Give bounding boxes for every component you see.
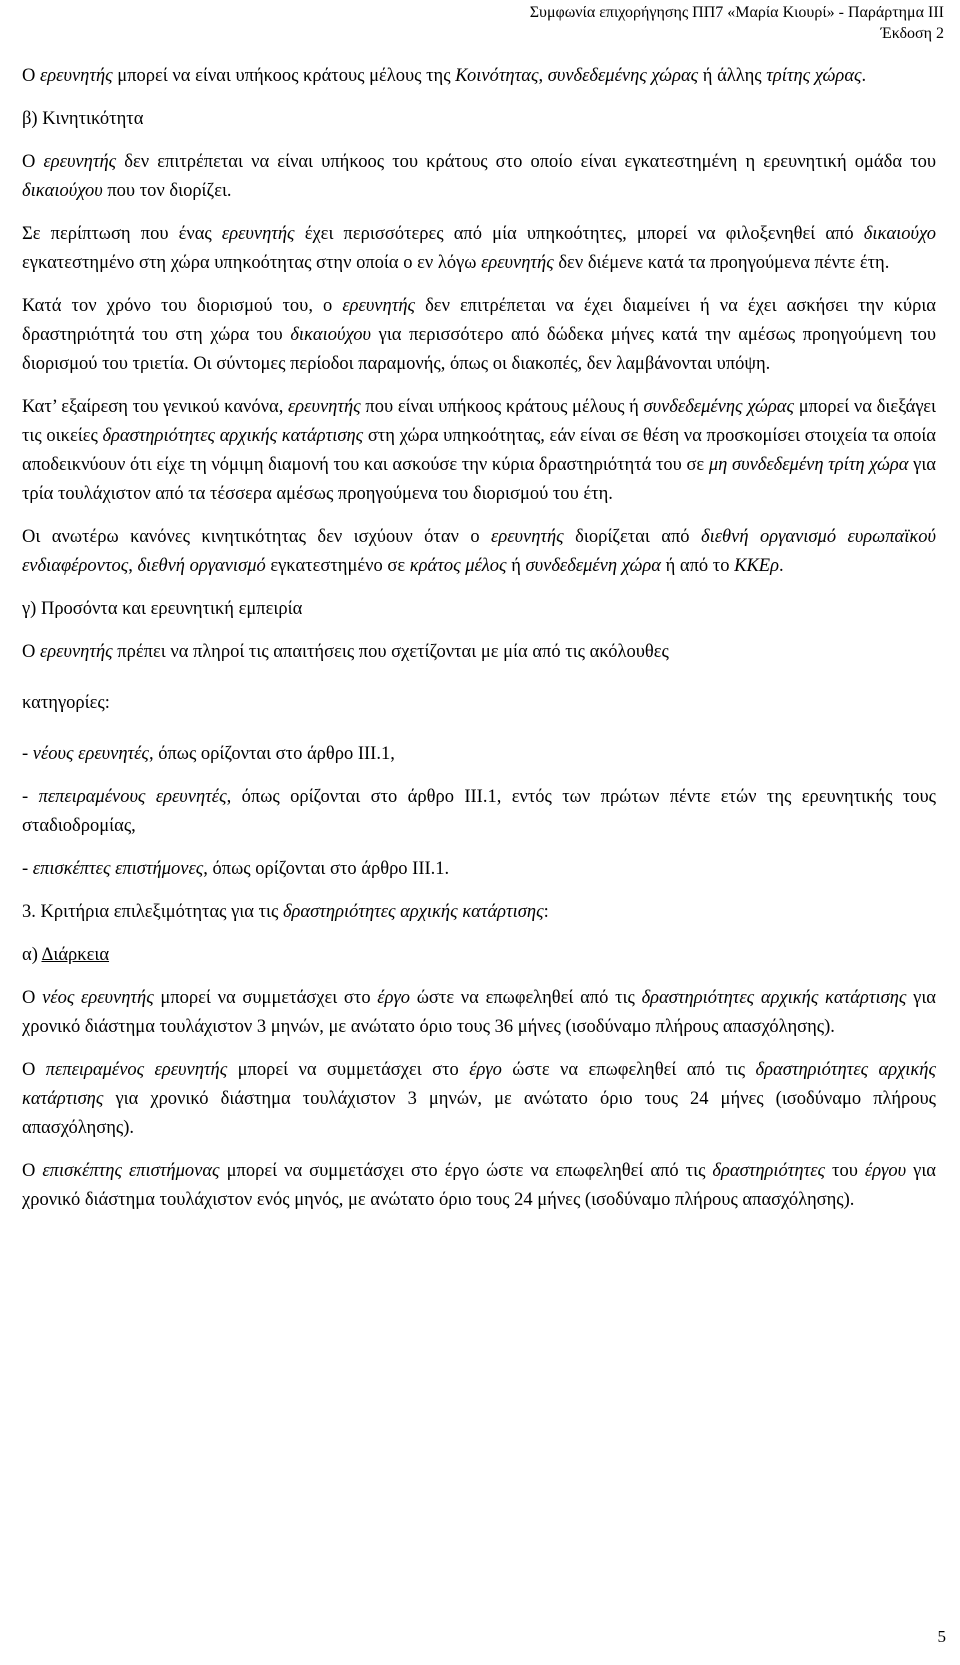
text-run: - bbox=[22, 859, 33, 879]
page-number: 5 bbox=[937, 1627, 946, 1646]
italic-term: πεπειραμένους ερευνητές bbox=[38, 787, 227, 807]
text-run: πρέπει να πληροί τις απαιτήσεις που σχετίζονται με μία από τις ακόλουθες bbox=[112, 642, 669, 662]
paragraph bbox=[22, 220, 936, 278]
header-version: Έκδοση 2 bbox=[880, 25, 944, 42]
italic-term: δικαιούχου bbox=[290, 325, 372, 345]
text-run: , όπως ορίζονται στο άρθρο III.1. bbox=[203, 859, 450, 879]
italic-term: δραστηριότητες αρχικής κατάρτισης bbox=[102, 426, 364, 446]
text-run: Κατ’ εξαίρεση του γενικού κανόνα, bbox=[22, 397, 289, 417]
paragraph bbox=[22, 638, 936, 667]
italic-term: ερευνητής bbox=[288, 397, 361, 417]
paragraph bbox=[22, 855, 936, 884]
paragraph bbox=[22, 898, 936, 927]
text-run: μπορεί να συμμετάσχει στο έργο ώστε να επωφεληθεί από τις bbox=[219, 1161, 713, 1181]
italic-term: μη συνδεδεμένη τρίτη χώρα bbox=[708, 455, 909, 475]
paragraph bbox=[22, 740, 936, 769]
italic-term: ερευνητής bbox=[491, 527, 564, 547]
document-header bbox=[224, 2, 944, 44]
text-run: Ο bbox=[22, 152, 44, 172]
text-run: για τρία τουλάχιστον από τα τέσσερα αμέσως προηγούμενα του διορισμού του έτη. bbox=[22, 455, 936, 504]
italic-term: ερευνητής bbox=[481, 253, 554, 273]
text-run: μπορεί να συμμετάσχει στο bbox=[227, 1060, 470, 1080]
text-run: , bbox=[128, 556, 138, 576]
paragraph bbox=[22, 523, 936, 581]
text-run: , όπως ορίζονται στο άρθρο III.1, εντός των πρώτων πέντε ετών της ερευνητικής τους σταδιοδρομίας, bbox=[22, 787, 936, 836]
italic-term: έργο bbox=[377, 988, 411, 1008]
italic-term: δραστηριότητες αρχικής κατάρτισης bbox=[641, 988, 907, 1008]
paragraph bbox=[22, 62, 936, 91]
italic-term: έργου bbox=[864, 1161, 907, 1181]
text-run: μπορεί να διεξάγει τις οικείες bbox=[22, 397, 936, 446]
text-run: : bbox=[543, 902, 549, 922]
text-run: Ο bbox=[22, 988, 43, 1008]
text-run: . bbox=[861, 66, 867, 86]
text-run: Οι ανωτέρω κανόνες κινητικότητας δεν ισχύουν όταν ο bbox=[22, 527, 492, 547]
italic-term: δραστηριότητες αρχικής κατάρτισης bbox=[22, 1060, 936, 1109]
paragraph bbox=[22, 292, 936, 379]
italic-term: διεθνή οργανισμό bbox=[137, 556, 266, 576]
italic-term: επισκέπτης επιστήμονας bbox=[42, 1161, 220, 1181]
italic-term: ερευνητής bbox=[43, 152, 117, 172]
paragraph bbox=[22, 393, 936, 509]
text-run: Σε περίπτωση που ένας bbox=[22, 224, 222, 244]
text-run: α) bbox=[22, 945, 42, 965]
text-run: - bbox=[22, 787, 39, 807]
text-run: κατηγορίες: bbox=[22, 693, 110, 713]
italic-term: ΚΚΕρ bbox=[734, 556, 779, 576]
text-run: , bbox=[538, 66, 548, 86]
paragraph bbox=[22, 689, 936, 718]
paragraph bbox=[22, 148, 936, 206]
italic-term: πεπειραμένος ερευνητής bbox=[45, 1060, 228, 1080]
italic-term: συνδεδεμένης χώρας bbox=[547, 66, 699, 86]
text-run: δεν επιτρέπεται να έχει διαμείνει ή να έχει ασκήσει την κύρια δραστηριότητά του στη χώρα του bbox=[22, 296, 936, 345]
text-run: ή άλλης bbox=[698, 66, 767, 86]
paragraph bbox=[22, 595, 936, 624]
text-run: Ο bbox=[22, 1060, 46, 1080]
paragraph bbox=[22, 984, 936, 1042]
text-run: για χρονικό διάστημα τουλάχιστον 3 μηνών, με ανώτατο όριο τους 24 μήνες (ισοδύναμο πλήρους απασχόλησης). bbox=[22, 1089, 936, 1138]
italic-term: ερευνητής bbox=[40, 642, 113, 662]
italic-term: ερευνητής bbox=[40, 66, 113, 86]
paragraph bbox=[22, 1056, 936, 1143]
text-run: β) Κινητικότητα bbox=[22, 109, 144, 129]
text-run: γ) Προσόντα και ερευνητική εμπειρία bbox=[22, 599, 303, 619]
text-run: - bbox=[22, 744, 33, 764]
text-run: για περισσότερο από δώδεκα μήνες κατά την αμέσως προηγούμενη του διορισμού του τριετία. Οι σύντομες περίοδοι παραμονής, όπως οι διακοπές, δεν λαμβάνονται υπόψη. bbox=[22, 325, 937, 374]
text-run: στη χώρα υπηκοότητας, εάν είναι σε θέση να προσκομίσει στοιχεία τα οποία αποδεικνύουν ότι είχε τη νόμιμη διαμονή του και ασκούσε την κύρια δραστηριότητά του σε bbox=[22, 426, 936, 475]
italic-term: ερευνητής bbox=[221, 224, 295, 244]
text-run: διορίζεται από bbox=[563, 527, 701, 547]
text-run: ή από το bbox=[660, 556, 735, 576]
text-run: δεν διέμενε κατά τα προηγούμενα πέντε έτη. bbox=[553, 253, 890, 273]
text-run: για χρονικό διάστημα τουλάχιστον ενός μηνός, με ανώτατο όριο τους 24 μήνες (ισοδύναμο πλήρους απασχόλησης). bbox=[22, 1161, 936, 1210]
italic-term: Κοινότητας bbox=[455, 66, 539, 86]
text-run: Ο bbox=[22, 66, 40, 86]
italic-term: επισκέπτες επιστήμονες bbox=[32, 859, 204, 879]
italic-term: δραστηριότητες bbox=[712, 1161, 826, 1181]
text-run: Ο bbox=[22, 1161, 43, 1181]
text-run: ή bbox=[506, 556, 526, 576]
text-run: μπορεί να είναι υπήκοος κράτους μέλους της bbox=[112, 66, 456, 86]
text-run: ώστε να επωφεληθεί από τις bbox=[501, 1060, 756, 1080]
italic-term: δικαιούχο bbox=[863, 224, 936, 244]
text-run: Κατά τον χρόνο του διορισμού του, ο bbox=[22, 296, 343, 316]
text-run: 3. Κριτήρια επιλεξιμότητας για τις bbox=[22, 902, 283, 922]
document-body bbox=[22, 62, 936, 1229]
paragraph bbox=[22, 105, 936, 134]
text-run: εγκατεστημένο στη χώρα υπηκοότητας στην οποία ο εν λόγω bbox=[22, 253, 482, 273]
italic-term: ερευνητής bbox=[342, 296, 416, 316]
paragraph bbox=[22, 941, 936, 970]
italic-term: νέος ερευνητής bbox=[42, 988, 154, 1008]
underlined-heading: Διάρκεια bbox=[41, 945, 110, 965]
text-run: που είναι υπήκοος κράτους μέλους ή bbox=[360, 397, 644, 417]
text-run: για χρονικό διάστημα τουλάχιστον 3 μηνών, με ανώτατο όριο τους 36 μήνες (ισοδύναμο πλήρους απασχόλησης). bbox=[22, 988, 936, 1037]
header-title: Συμφωνία επιχορήγησης ΠΠ7 «Μαρία Κιουρί» - Παράρτημα III bbox=[529, 4, 944, 21]
paragraph bbox=[22, 783, 936, 841]
text-run: που τον διορίζει. bbox=[102, 181, 232, 201]
paragraph bbox=[22, 1157, 936, 1215]
text-run: του bbox=[825, 1161, 865, 1181]
text-run: έχει περισσότερες από μία υπηκοότητες, μπορεί να φιλοξενηθεί από bbox=[294, 224, 864, 244]
italic-term: δραστηριότητες αρχικής κατάρτισης bbox=[282, 902, 544, 922]
text-run: δεν επιτρέπεται να είναι υπήκοος του κράτους στο οποίο είναι εγκατεστημένη η ερευνητική ομάδα του bbox=[116, 152, 936, 172]
text-run: εγκατεστημένο σε bbox=[265, 556, 410, 576]
italic-term: νέους ερευνητές bbox=[32, 744, 149, 764]
italic-term: συνδεδεμένης χώρας bbox=[643, 397, 795, 417]
italic-term: συνδεδεμένη χώρα bbox=[525, 556, 661, 576]
italic-term: δικαιούχου bbox=[22, 181, 103, 201]
text-run: μπορεί να συμμετάσχει στο bbox=[153, 988, 378, 1008]
text-run: , όπως ορίζονται στο άρθρο III.1, bbox=[148, 744, 395, 764]
italic-term: διεθνή οργανισμό ευρωπαϊκού ενδιαφέροντος bbox=[22, 527, 936, 576]
italic-term: έργο bbox=[469, 1060, 502, 1080]
italic-term: κράτος μέλος bbox=[409, 556, 507, 576]
italic-term: τρίτης χώρας bbox=[766, 66, 862, 86]
text-run: Ο bbox=[22, 642, 40, 662]
text-run: . bbox=[778, 556, 784, 576]
text-run: ώστε να επωφεληθεί από τις bbox=[410, 988, 642, 1008]
